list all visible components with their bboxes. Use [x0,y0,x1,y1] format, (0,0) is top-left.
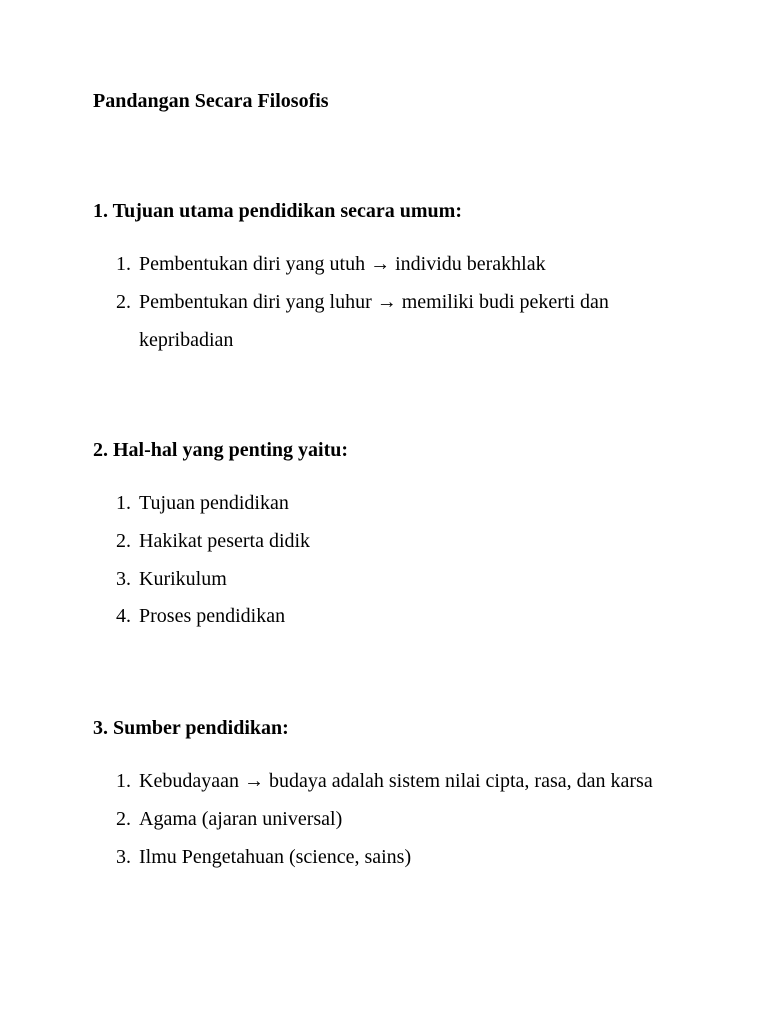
list-item [0,801,768,839]
list-item [0,284,768,360]
list-item-text: Tujuan pendidikan [139,492,289,514]
list-item-number: 2. [116,807,131,830]
list-item-number: 3. [116,845,131,868]
list-item-number: 1. [116,492,131,514]
list-item-text: Pembentukan diri yang luhur → memiliki budi pekerti dan kepribadian [139,290,609,351]
section-heading: 3. Sumber pendidikan: [93,717,289,739]
list-item [0,839,768,877]
numbered-list [0,246,768,359]
section-heading: 2. Hal-hal yang penting yaitu: [93,439,349,461]
numbered-list [0,763,768,876]
list-item-text: Pembentukan diri yang utuh → individu berakhlak [139,253,546,275]
list-item-number: 2. [116,290,131,313]
list-item-text: Agama (ajaran universal) [139,807,343,830]
list-item-number: 1. [116,253,131,275]
section-heading: 1. Tujuan utama pendidikan secara umum: [93,200,462,222]
list-item [0,485,768,523]
list-item-text: Kurikulum [139,567,227,590]
list-item-text: Hakikat peserta didik [139,529,311,552]
list-item [0,561,768,599]
list-item-text: Ilmu Pengetahuan (science, sains) [139,845,412,868]
list-item [0,598,768,636]
list-item-text: Kebudayaan → budaya adalah sistem nilai cipta, rasa, dan karsa [139,770,653,792]
list-item-number: 1. [116,770,131,792]
list-item-text: Proses pendidikan [139,605,286,628]
list-item-number: 4. [116,605,131,628]
list-item [0,246,768,284]
list-item-number: 3. [116,567,131,590]
document-title: Pandangan Secara Filosofis [93,90,329,112]
list-item [0,763,768,801]
numbered-list [0,485,768,636]
list-item [0,523,768,561]
list-item-number: 2. [116,529,131,552]
